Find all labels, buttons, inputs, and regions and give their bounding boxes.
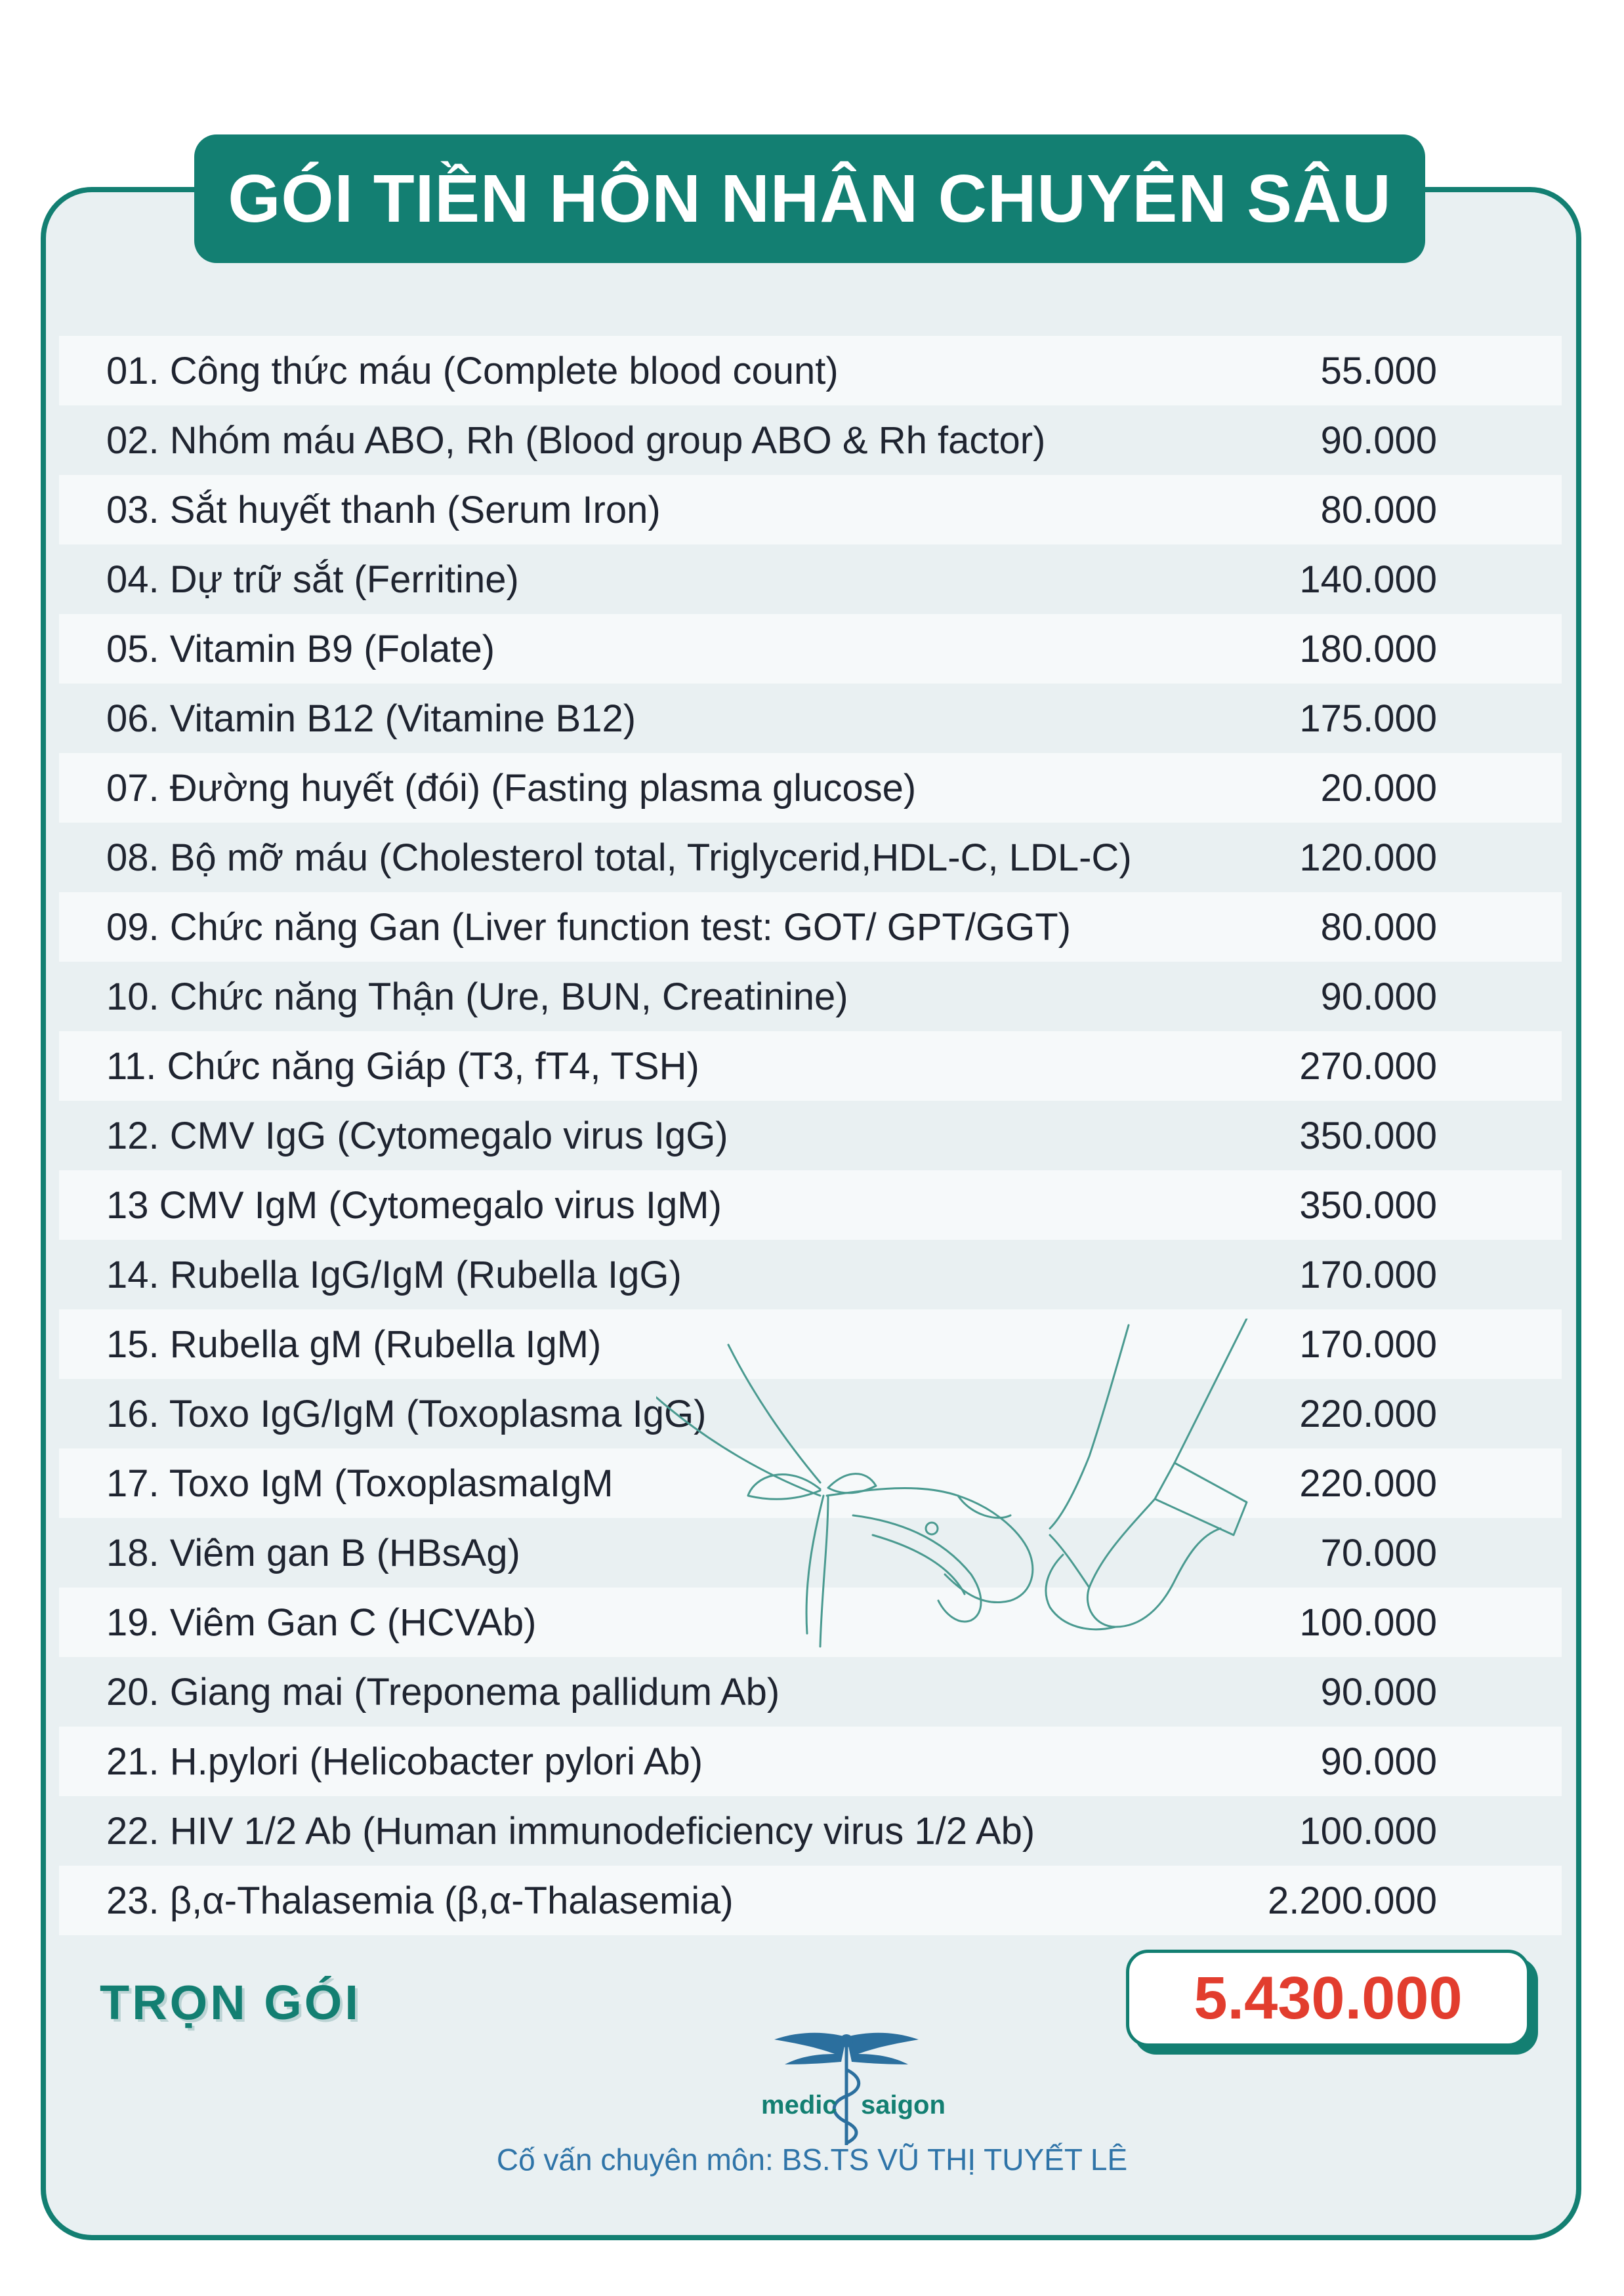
list-item — [59, 1379, 1562, 1448]
item-price: 170.000 — [1299, 1253, 1437, 1296]
list-item — [59, 892, 1562, 962]
list-item — [59, 544, 1562, 614]
item-price: 140.000 — [1299, 558, 1437, 601]
list-item — [59, 405, 1562, 475]
list-item — [59, 753, 1562, 823]
item-price: 220.000 — [1299, 1392, 1437, 1435]
item-name: 18. Viêm gan B (HBsAg) — [106, 1531, 520, 1574]
item-name: 06. Vitamin B12 (Vitamine B12) — [106, 697, 636, 740]
item-price: 175.000 — [1299, 697, 1437, 740]
list-item — [59, 1101, 1562, 1170]
logo-text-saigon: saigon — [861, 2091, 946, 2120]
item-price: 70.000 — [1320, 1531, 1437, 1574]
item-name: 11. Chức năng Giáp (T3, fT4, TSH) — [106, 1044, 699, 1088]
item-price: 270.000 — [1299, 1044, 1437, 1088]
list-item — [59, 1518, 1562, 1588]
item-price: 120.000 — [1299, 836, 1437, 879]
item-name: 10. Chức năng Thận (Ure, BUN, Creatinine) — [106, 975, 848, 1018]
list-item — [59, 823, 1562, 892]
item-name: 21. H.pylori (Helicobacter pylori Ab) — [106, 1740, 703, 1783]
logo-text-medic: medic — [761, 2091, 837, 2120]
list-item — [59, 1240, 1562, 1309]
item-price: 20.000 — [1320, 766, 1437, 810]
item-name: 19. Viêm Gan C (HCVAb) — [106, 1601, 537, 1644]
item-price: 170.000 — [1299, 1322, 1437, 1366]
price-list — [59, 336, 1562, 1935]
item-price: 220.000 — [1299, 1462, 1437, 1505]
item-price: 100.000 — [1299, 1809, 1437, 1853]
list-item — [59, 1309, 1562, 1379]
item-price: 180.000 — [1299, 627, 1437, 670]
list-item — [59, 1170, 1562, 1240]
caduceus-icon — [761, 2024, 932, 2148]
item-price: 80.000 — [1320, 905, 1437, 949]
item-price: 350.000 — [1299, 1114, 1437, 1157]
item-name: 20. Giang mai (Treponema pallidum Ab) — [106, 1670, 780, 1713]
list-item — [59, 1727, 1562, 1796]
list-item — [59, 684, 1562, 753]
item-name: 15. Rubella gM (Rubella IgM) — [106, 1322, 602, 1366]
advisor-credit: Cố vấn chuyên môn: BS.TS VŨ THỊ TUYẾT LÊ — [496, 2142, 1128, 2177]
item-name: 22. HIV 1/2 Ab (Human immunodeficiency virus 1/2 Ab) — [106, 1809, 1035, 1853]
item-name: 23. β,α-Thalasemia (β,α-Thalasemia) — [106, 1879, 734, 1922]
item-price: 100.000 — [1299, 1601, 1437, 1644]
item-name: 01. Công thức máu (Complete blood count) — [106, 349, 839, 392]
item-price: 55.000 — [1320, 349, 1437, 392]
total-price: 5.430.000 — [1126, 1950, 1530, 2047]
list-item — [59, 336, 1562, 405]
item-price: 90.000 — [1320, 975, 1437, 1018]
list-item — [59, 962, 1562, 1031]
item-name: 17. Toxo IgM (ToxoplasmaIgM — [106, 1462, 614, 1505]
list-item — [59, 1657, 1562, 1727]
item-price: 90.000 — [1320, 1670, 1437, 1713]
item-name: 05. Vitamin B9 (Folate) — [106, 627, 495, 670]
item-name: 14. Rubella IgG/IgM (Rubella IgG) — [106, 1253, 682, 1296]
item-price: 80.000 — [1320, 488, 1437, 531]
item-name: 13 CMV IgM (Cytomegalo virus IgM) — [106, 1183, 722, 1227]
medic-saigon-logo — [761, 2024, 946, 2148]
item-price: 90.000 — [1320, 419, 1437, 462]
list-item — [59, 1866, 1562, 1935]
item-name: 07. Đường huyết (đói) (Fasting plasma glucose) — [106, 766, 917, 810]
item-price: 350.000 — [1299, 1183, 1437, 1227]
item-name: 12. CMV IgG (Cytomegalo virus IgG) — [106, 1114, 728, 1157]
item-name: 08. Bộ mỡ máu (Cholesterol total, Triglycerid,HDL-C, LDL-C) — [106, 836, 1132, 879]
item-name: 16. Toxo IgG/IgM (Toxoplasma IgG) — [106, 1392, 707, 1435]
list-item — [59, 475, 1562, 544]
total-label: TRỌN GÓI — [100, 1975, 361, 2030]
list-item — [59, 614, 1562, 684]
item-name: 03. Sắt huyết thanh (Serum Iron) — [106, 488, 661, 531]
item-price: 90.000 — [1320, 1740, 1437, 1783]
item-name: 09. Chức năng Gan (Liver function test: GOT/ GPT/GGT) — [106, 905, 1072, 949]
list-item — [59, 1588, 1562, 1657]
item-name: 02. Nhóm máu ABO, Rh (Blood group ABO & Rh factor) — [106, 419, 1046, 462]
item-price: 2.200.000 — [1267, 1879, 1437, 1922]
item-name: 04. Dự trữ sắt (Ferritine) — [106, 558, 519, 601]
list-item — [59, 1448, 1562, 1518]
list-item — [59, 1031, 1562, 1101]
page-title: GÓI TIỀN HÔN NHÂN CHUYÊN SÂU — [194, 134, 1425, 263]
list-item — [59, 1796, 1562, 1866]
